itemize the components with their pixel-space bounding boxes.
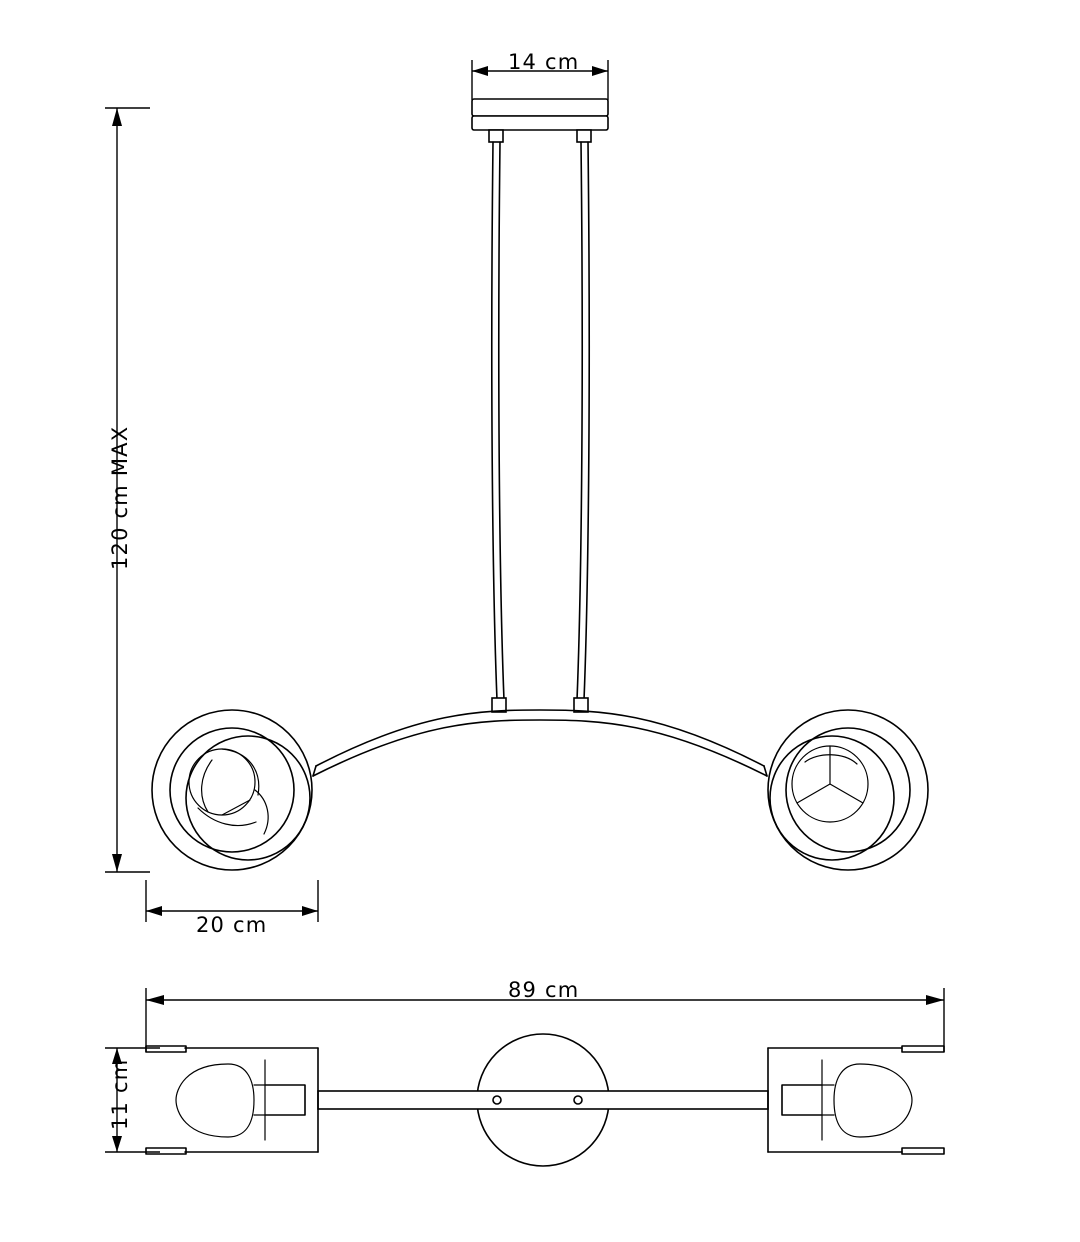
label-height-max: 120 cm MAX [108,425,132,570]
ceiling-canopy [472,99,608,142]
label-profile-height: 11 cm [108,1058,132,1130]
label-canopy-width: 14 cm [508,50,580,74]
rod-top-view [318,1091,768,1109]
label-shade-diameter: 20 cm [196,913,268,937]
right-shade-top-view [768,1046,944,1154]
label-total-length: 89 cm [508,978,580,1002]
left-shade-top-view [146,1046,318,1154]
left-shade-front [152,710,312,870]
suspension-cables [492,142,589,712]
right-shade-front [768,710,928,870]
curved-arm [313,710,767,776]
